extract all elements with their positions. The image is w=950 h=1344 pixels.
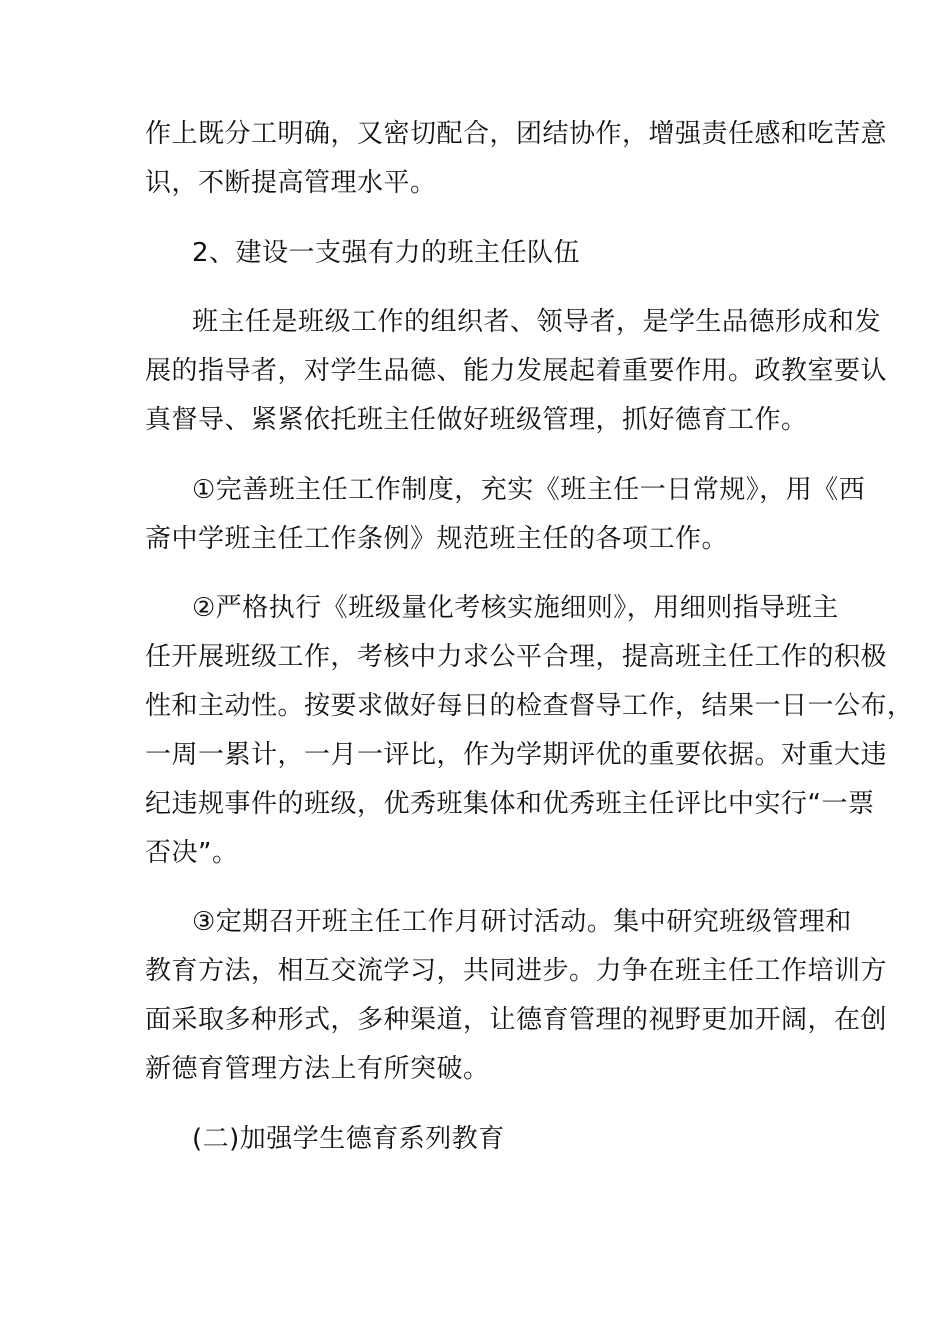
paragraph-line: 真督导、紧紧依托班主任做好班级管理，抓好德育工作。 (145, 405, 808, 435)
paragraph-line: 展的指导者，对学生品德、能力发展起着重要作用。政教室要认 (145, 356, 888, 386)
paragraph-line: 作上既分工明确，又密切配合，团结协作，增强责任感和吃苦意 (145, 119, 888, 149)
paragraph-line: 面采取多种形式，多种渠道，让德育管理的视野更加开阔，在创 (145, 1005, 888, 1035)
paragraph-line: ②严格执行《班级量化考核实施细则》，用细则指导班主 (192, 593, 839, 623)
section-heading: 2、建设一支强有力的班主任队伍 (192, 238, 581, 268)
paragraph-line: 性和主动性。按要求做好每日的检查督导工作，结果一日一公布， (145, 691, 914, 721)
paragraph-line: 纪违规事件的班级，优秀班集体和优秀班主任评比中实行“一票 (145, 789, 875, 819)
paragraph-line: 班主任是班级工作的组织者、领导者，是学生品德形成和发 (192, 307, 882, 337)
paragraph-line: 任开展班级工作，考核中力求公平合理，提高班主任工作的积极 (145, 642, 888, 672)
paragraph-line: 否决”。 (145, 838, 239, 868)
paragraph-line: ③定期召开班主任工作月研讨活动。集中研究班级管理和 (192, 907, 852, 937)
paragraph-line: 教育方法，相互交流学习，共同进步。力争在班主任工作培训方 (145, 956, 888, 986)
paragraph-line: 新德育管理方法上有所突破。 (145, 1054, 490, 1084)
paragraph-line: 一周一累计，一月一评比，作为学期评优的重要依据。对重大违 (145, 740, 888, 770)
paragraph-line: ①完善班主任工作制度，充实《班主任一日常规》，用《西 (192, 475, 866, 505)
paragraph-line: 斋中学班主任工作条例》规范班主任的各项工作。 (145, 524, 729, 554)
section-heading: (二)加强学生德育系列教育 (192, 1124, 505, 1154)
paragraph-line: 识，不断提高管理水平。 (145, 168, 437, 198)
